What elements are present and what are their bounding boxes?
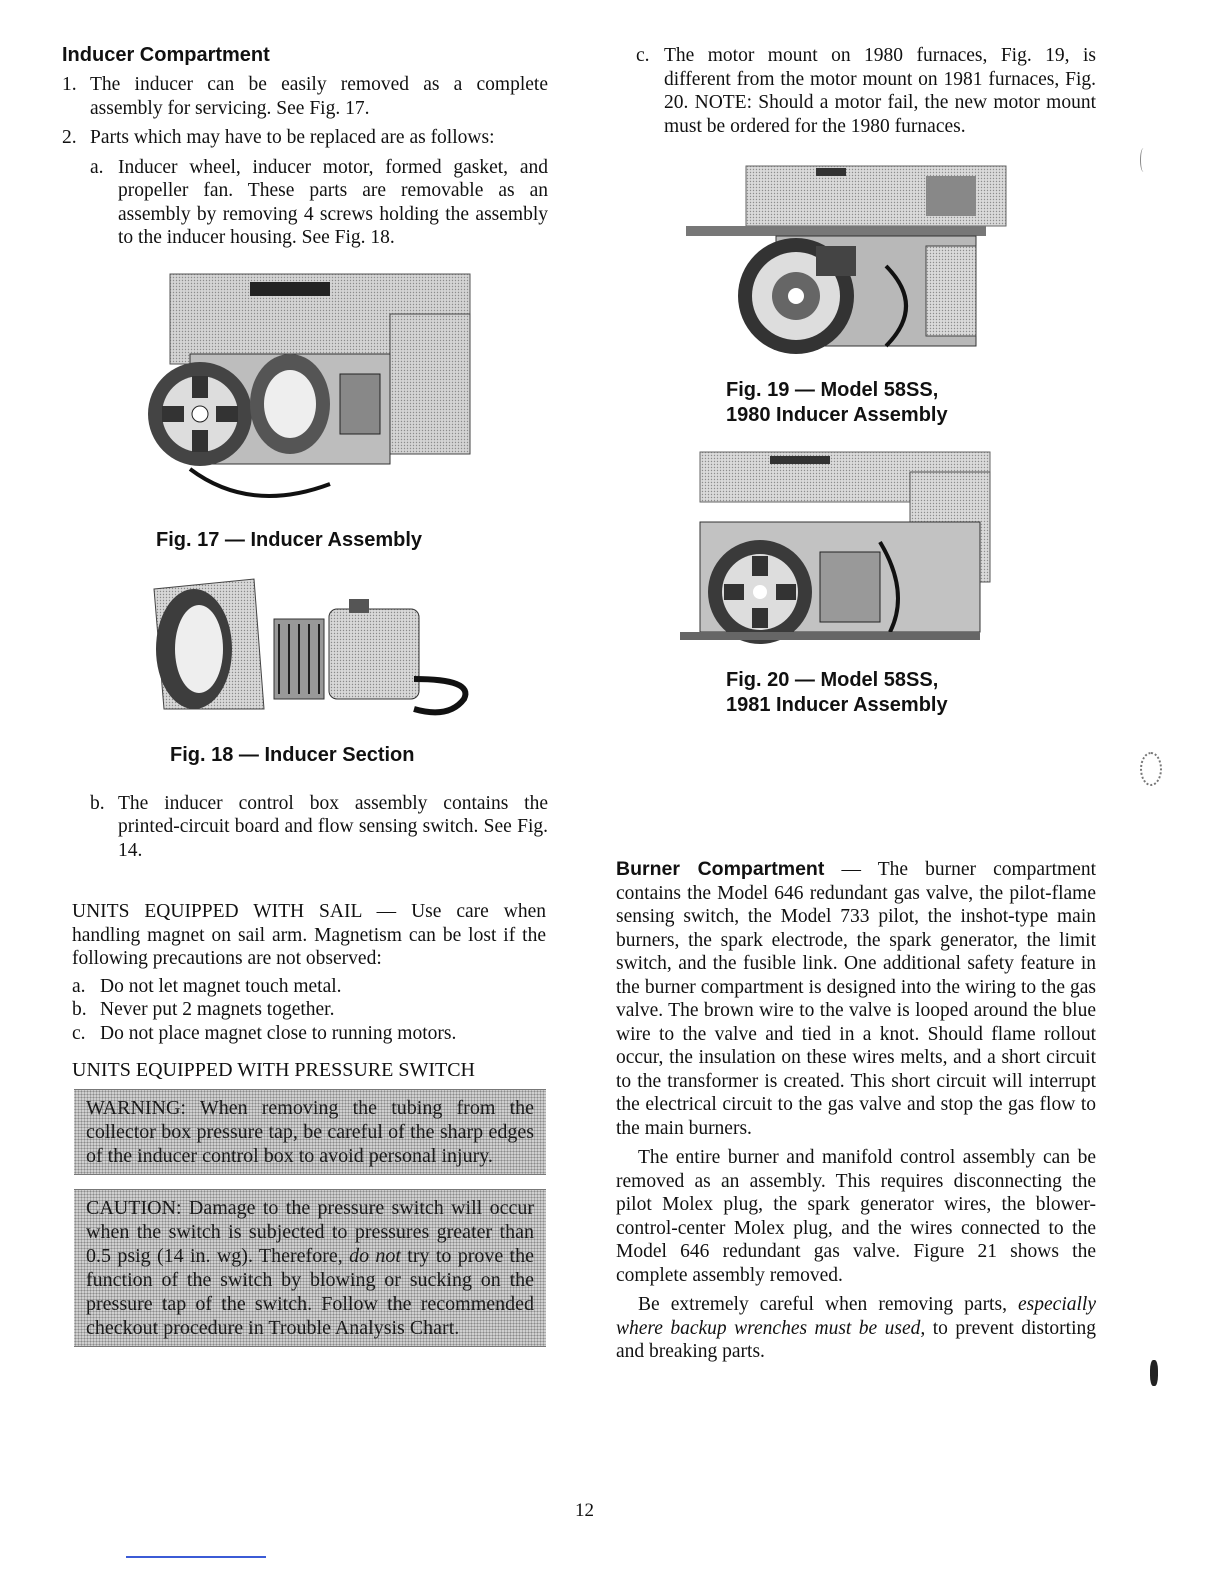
caption-line: Fig. 19 — Model 58SS, xyxy=(726,379,939,401)
item-letter: b. xyxy=(90,792,105,814)
list-item xyxy=(62,73,548,120)
footer-rule xyxy=(126,1556,266,1558)
page-number: 12 xyxy=(575,1500,594,1521)
item-number: 1. xyxy=(62,74,77,95)
fig19-photo xyxy=(686,156,1096,366)
fig18-photo xyxy=(144,569,548,729)
burner-paragraph-3 xyxy=(616,1293,1096,1364)
inducer-assembly-illustration xyxy=(130,264,482,512)
scan-mark xyxy=(1140,148,1147,172)
caption-line: Fig. 20 — Model 58SS, xyxy=(726,669,939,691)
sub-item-b xyxy=(90,792,548,863)
item-text: The inducer can be easily removed as a complete assembly for servicing. See Fig. 17. xyxy=(90,74,548,119)
item-text: Do not let magnet touch metal. xyxy=(100,975,342,997)
item-text: The motor mount on 1980 furnaces, Fig. 19, is different from the motor mount on 1981 furnaces, Fig. 20. NOTE: Should a motor fail, the new motor mount must be ordered for the 1980 furnaces. xyxy=(664,45,1096,137)
fig17-photo xyxy=(130,264,548,512)
fig19-caption xyxy=(726,378,1096,428)
caution-text: CAUTION: Damage to the pressure switch will occur when the switch is subjected to pressures greater than 0.5 psig (14 in. wg). Therefore, xyxy=(86,1196,534,1267)
item-number: 2. xyxy=(62,127,77,148)
paragraph-emphasis: especially where backup wrenches must be used, xyxy=(616,1294,1096,1339)
sub-item-c xyxy=(636,44,1096,138)
model-58ss-1980-inducer-illustration xyxy=(686,156,1016,366)
item-text: Inducer wheel, inducer motor, formed gasket, and propeller fan. These parts are removable as an assembly by removing 4 screws holding the assembly to the inducer housing. See Fig. 18. xyxy=(118,156,548,248)
paragraph-text: Be extremely careful when removing parts, xyxy=(638,1294,1019,1315)
item-letter: a. xyxy=(90,156,104,178)
list-item xyxy=(72,998,548,1022)
sub-item-a xyxy=(90,156,548,250)
item-text: Never put 2 magnets together. xyxy=(100,999,335,1020)
sail-precautions-list xyxy=(72,975,548,1046)
item-letter: a. xyxy=(72,975,86,997)
section-heading-inducer: Inducer Compartment xyxy=(62,44,270,66)
fig18-caption: Fig. 18 — Inducer Section xyxy=(170,743,415,766)
warning-box: WARNING: When removing the tubing from the collector box pressure tap, be careful of the sharp edges of the inducer control box to avoid personal injury. xyxy=(74,1089,546,1175)
pressure-switch-heading: UNITS EQUIPPED WITH PRESSURE SWITCH xyxy=(72,1059,475,1081)
inducer-section-illustration xyxy=(144,569,484,729)
left-column xyxy=(62,44,548,1347)
item-letter: c. xyxy=(636,45,650,66)
list-item xyxy=(72,1022,548,1046)
list-item xyxy=(62,126,548,150)
binder-hole-mark xyxy=(1140,752,1162,786)
caption-line: 1981 Inducer Assembly xyxy=(726,694,948,716)
burner-paragraph-2: The entire burner and manifold control assembly can be removed as an assembly. This requires disconnecting the pilot Molex plug, the spark generator wires, the blower-control-center Molex plug, and the wires connected to the Model 646 redundant gas valve. Figure 21 shows the complete assembly removed. xyxy=(616,1147,1096,1286)
fig20-photo xyxy=(680,442,1096,662)
item-letter: b. xyxy=(72,999,87,1020)
item-text: Parts which may have to be replaced are as follows: xyxy=(90,127,495,148)
right-column xyxy=(616,44,1096,1364)
fig17-caption: Fig. 17 — Inducer Assembly xyxy=(156,528,423,551)
fig20-caption xyxy=(726,668,1096,718)
binder-hole-mark xyxy=(1150,1360,1158,1386)
sail-intro: UNITS EQUIPPED WITH SAIL — Use care when handling magnet on sail arm. Magnetism can be lost if the following precautions are not observed: xyxy=(72,901,546,969)
item-text: Do not place magnet close to running motors. xyxy=(100,1022,457,1044)
caution-emphasis: do not xyxy=(349,1244,401,1267)
item-text: The inducer control box assembly contains the printed-circuit board and flow sensing switch. See Fig. 14. xyxy=(118,792,548,861)
model-58ss-1981-inducer-illustration xyxy=(680,442,1010,662)
paragraph-text: — The burner compartment contains the Model 646 redundant gas valve, the pilot-flame sensing switch, the Model 733 pilot, the inshot-type main burners, the spark electrode, the spark generator, the limit switch, and the fusible link. One additional safety feature in the burner compartment is designed into the wiring to the gas valve. The brown wire to the valve is looped around the blue wire to the valve and tied in a knot. Should flame rollout occur, the insulation on these wires melts, and a short circuit to the transformer is created. This short circuit will interrupt the electrical circuit to the gas valve and stop the gas flow to the main burners. xyxy=(616,859,1096,1139)
caption-line: 1980 Inducer Assembly xyxy=(726,404,948,426)
caution-text: try to prove the function of the switch by blowing or sucking on the pressure tap of the switch. Follow the recommended checkout procedure in Trouble Analysis Chart. xyxy=(86,1244,534,1339)
paragraph-text: to prevent distorting and breaking parts. xyxy=(616,1317,1096,1362)
item-letter: c. xyxy=(72,1022,86,1044)
caution-box xyxy=(74,1189,546,1347)
list-item xyxy=(72,975,548,999)
burner-paragraph-1 xyxy=(616,858,1096,1140)
section-heading-burner: Burner Compartment xyxy=(616,858,825,880)
